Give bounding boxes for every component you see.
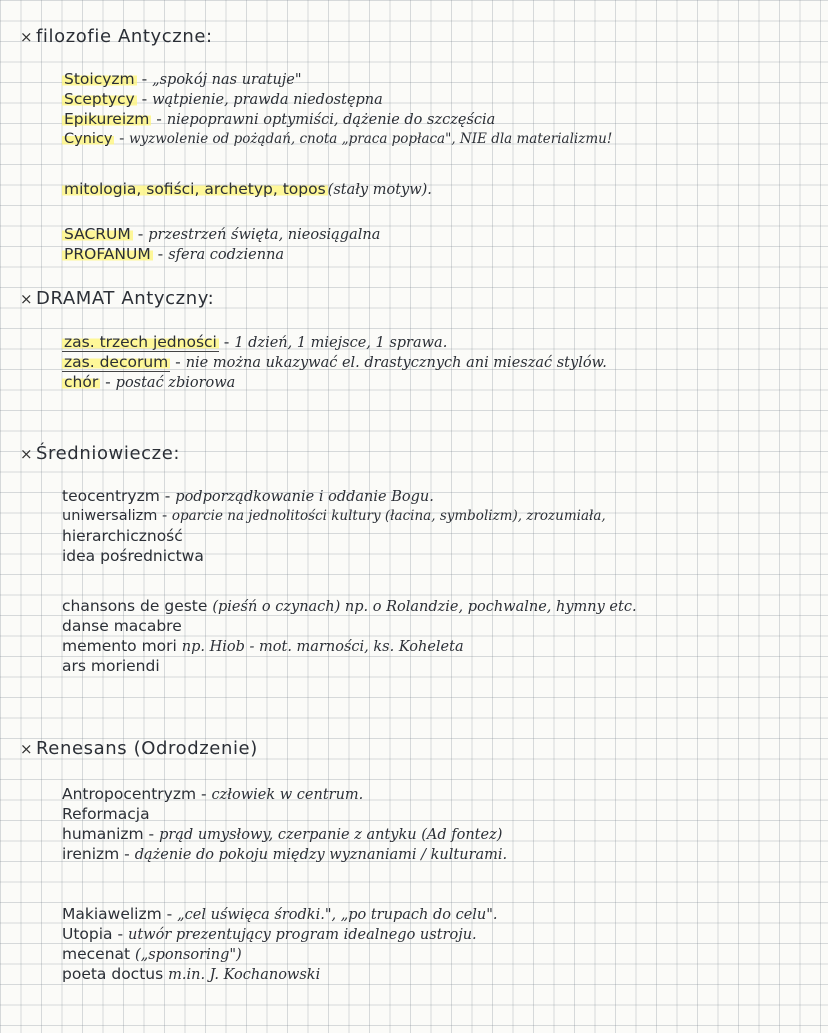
bullet-x-mark: × (20, 445, 34, 463)
note-line (62, 805, 150, 823)
note-term: zas. trzech jedności (64, 333, 217, 351)
note-line (62, 547, 204, 565)
note-term: Stoicyzm (64, 70, 135, 88)
note-term: hierarchiczność (62, 527, 183, 545)
note-term: uniwersalizm (62, 508, 158, 524)
note-line: zas. trzech jedności - 1 dzień, 1 miejsce, 1 sprawa. (64, 333, 448, 351)
note-term: Utopia (62, 925, 113, 943)
note-definition: (stały motyw). (327, 182, 432, 198)
note-definition: („sponsoring") (135, 947, 242, 963)
note-definition: np. Hiob - mot. marności, ks. Koheleta (181, 639, 464, 655)
note-definition: nie można ukazywać el. drastycznych ani mieszać stylów. (185, 355, 607, 371)
note-line: uniwersalizm - oparcie na jednolitości kultury (łacina, symbolizm), zrozumiała, (62, 508, 606, 524)
bullet-x-mark: × (20, 28, 34, 46)
note-line: Cynicy - wyzwolenie od pożądań, cnota „praca popłaca", NIE dla materializmu! (64, 131, 613, 147)
note-term: teocentryzm (62, 487, 160, 505)
note-definition: człowiek w centrum. (211, 787, 364, 803)
note-line: Utopia - utwór prezentujący program idealnego ustroju. (62, 925, 477, 943)
note-term: Sceptycy (64, 90, 135, 108)
note-term: mitologia, sofiści, archetyp, topos (64, 180, 326, 198)
note-definition: „spokój nas uratuje" (152, 72, 302, 88)
note-definition: 1 dzień, 1 miejsce, 1 sprawa. (234, 335, 448, 351)
note-line: humanizm - prąd umysłowy, czerpanie z antyku (Ad fontez) (62, 825, 503, 843)
note-line: PROFANUM - sfera codzienna (64, 245, 285, 263)
note-line (62, 965, 320, 984)
note-line: zas. decorum - nie można ukazywać el. drastycznych ani mieszać stylów. (64, 353, 607, 371)
note-definition: podporządkowanie i oddanie Bogu. (175, 489, 434, 505)
note-definition: „cel uświęca środki.", „po trupach do celu". (177, 907, 498, 923)
note-line: Epikureizm - niepoprawni optymiści, dążenie do szczęścia (64, 110, 496, 128)
note-definition: prąd umysłowy, czerpanie z antyku (Ad fontez) (159, 827, 503, 843)
note-term: zas. decorum (64, 353, 169, 371)
note-term: Antropocentryzm (62, 785, 197, 803)
note-line (62, 945, 242, 964)
note-line (62, 597, 637, 616)
note-line (62, 180, 432, 199)
note-line (62, 527, 183, 545)
note-definition: wątpienie, prawda niedostępna (152, 92, 383, 108)
note-line (62, 617, 182, 635)
note-term: Reformacja (62, 805, 150, 823)
section-heading-dramat: × DRAMAT Antyczny: (20, 288, 215, 309)
note-definition: niepoprawni optymiści, dążenie do szczęścia (166, 112, 496, 128)
note-line: chór - postać zbiorowa (64, 373, 236, 391)
note-line: Sceptycy - wątpienie, prawda niedostępna (64, 90, 383, 108)
section-heading-sredniowiecze: × Średniowiecze: (20, 443, 181, 464)
note-line: Antropocentryzm - człowiek w centrum. (62, 785, 364, 803)
note-term: Makiawelizm (62, 905, 162, 923)
note-term: chansons de geste (62, 597, 208, 615)
note-term: mecenat (62, 945, 131, 963)
bullet-x-mark: × (20, 740, 34, 758)
note-definition: (pieśń o czynach) np. o Rolandzie, pochwalne, hymny etc. (212, 599, 637, 615)
note-term: PROFANUM (64, 245, 151, 263)
note-term: irenizm (62, 845, 120, 863)
note-definition: oparcie na jednolitości kultury (łacina, symbolizm), zrozumiała, (171, 508, 606, 524)
note-term: SACRUM (64, 225, 131, 243)
note-term: idea pośrednictwa (62, 547, 204, 565)
section-heading-renesans: × Renesans (Odrodzenie) (20, 738, 258, 759)
note-line: teocentryzm - podporządkowanie i oddanie Bogu. (62, 487, 434, 505)
note-line: irenizm - dążenie do pokoju między wyznaniami / kulturami. (62, 845, 508, 863)
note-term: memento mori (62, 637, 177, 655)
note-term: Cynicy (64, 131, 113, 147)
note-term: ars moriendi (62, 657, 160, 675)
note-line: SACRUM - przestrzeń święta, nieosiągalna (64, 225, 381, 243)
note-term: chór (64, 373, 99, 391)
section-heading-filozofie: × filozofie Antyczne: (20, 26, 213, 47)
note-term: Epikureizm (64, 110, 150, 128)
note-line (62, 637, 464, 656)
bullet-x-mark: × (20, 290, 34, 308)
note-term: danse macabre (62, 617, 182, 635)
note-definition: utwór prezentujący program idealnego ustroju. (128, 927, 477, 943)
note-definition: przestrzeń święta, nieosiągalna (148, 227, 381, 243)
note-definition: sfera codzienna (168, 247, 285, 263)
note-definition: dążenie do pokoju między wyznaniami / kulturami. (134, 847, 508, 863)
note-definition: postać zbiorowa (115, 375, 236, 391)
note-definition: wyzwolenie od pożądań, cnota „praca popłaca", NIE dla materializmu! (128, 131, 613, 147)
note-line (62, 657, 160, 675)
note-line: Makiawelizm - „cel uświęca środki.", „po trupach do celu". (62, 905, 498, 923)
note-line: Stoicyzm - „spokój nas uratuje" (64, 70, 302, 88)
note-term: humanizm (62, 825, 144, 843)
note-term: poeta doctus (62, 965, 164, 983)
note-definition: m.in. J. Kochanowski (168, 967, 321, 983)
